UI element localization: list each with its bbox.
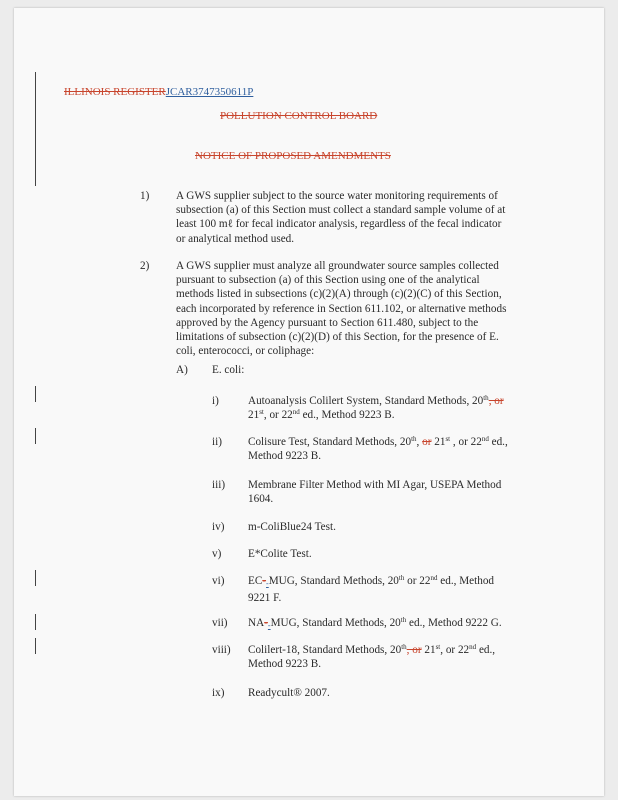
register-header [64,86,253,98]
item-viii-text: Colilert-18, Standard Methods, 20th, or 21st, or 22nd ed., Method 9223 B. [248,643,496,671]
para2-text [176,259,576,358]
para1-line: least 100 mℓ for fecal indicator analysis, regardless of the fecal indicator [176,218,502,231]
revision-bar [35,72,36,186]
subsection-a-number: A) [176,364,188,376]
para1-text [176,189,576,246]
para1-number: 1) [140,190,150,202]
item-v-text: E*Colite Test. [248,548,312,560]
item-vii-text: $NA-_-MUG$, Standard Methods, 20th ed., Method 9222 G. [248,616,502,630]
item-ii-text: Colisure Test, Standard Methods, 20th, or 21st , or 22nd ed., Method 9223 B. [248,435,508,463]
item-i-number: i) [212,395,219,407]
subsection-a-label: E. coli: [212,364,245,376]
para2-line: limitations of subsection (c)(2)(D) of this Section, for the presence of E. [176,331,499,344]
para2-line: approved by the Agency pursuant to Section 611.480, subject to the [176,316,479,329]
item-ii-number: ii) [212,436,222,448]
notice-title: NOTICE OF PROPOSED AMENDMENTS [195,150,391,162]
register-new: JCAR3747350611P [165,86,254,98]
revision-bar [35,570,36,586]
para2-line: coli, enterococci, or coliphage: [176,345,315,358]
item-v-number: v) [212,548,222,560]
item-iv-text: m-ColiBlue24 Test. [248,521,336,533]
document-page [14,8,604,796]
item-iii-number: iii) [212,479,226,491]
para2-line: methods listed in subsections (c)(2)(A) through (c)(2)(C) of this Section, [176,288,502,301]
para2-line: each incorporated by reference in Section 611.102, or alternative methods [176,302,507,315]
item-vi-number: vi) [212,575,225,587]
item-vii-number: vii) [212,617,228,629]
revision-bar [35,614,36,630]
para1-line: subsection (a) of this Section must collect a standard sample volume of at [176,204,506,217]
para2-number: 2) [140,260,150,272]
register-old: ILLINOIS REGISTER [64,86,166,98]
para2-line: pursuant to subsection (a) of this Section using one of the analytical [176,274,480,287]
para1-line: A GWS supplier subject to the source water monitoring requirements of [176,190,498,202]
item-ix-text: Readycult® 2007. [248,687,330,699]
revision-bar [35,638,36,654]
revision-bar [35,386,36,402]
item-vi-text: $EC-_-MUG$, Standard Methods, 20th or 22nd ed., Method 9221 F. [248,574,495,605]
revision-bar [35,428,36,444]
item-iv-number: iv) [212,521,225,533]
item-i-text: Autoanalysis Colilert System, Standard Methods, 20th, or 21st, or 22nd ed., Method 9223 B. [248,394,504,422]
board-title: POLLUTION CONTROL BOARD [220,110,378,122]
item-ix-number: ix) [212,687,225,699]
para1-line: or analytical method used. [176,232,295,245]
item-iii-text: Membrane Filter Method with MI Agar, USEPA Method 1604. [248,479,502,506]
item-viii-number: viii) [212,644,231,656]
para2-line: A GWS supplier must analyze all groundwater source samples collected [176,260,499,272]
